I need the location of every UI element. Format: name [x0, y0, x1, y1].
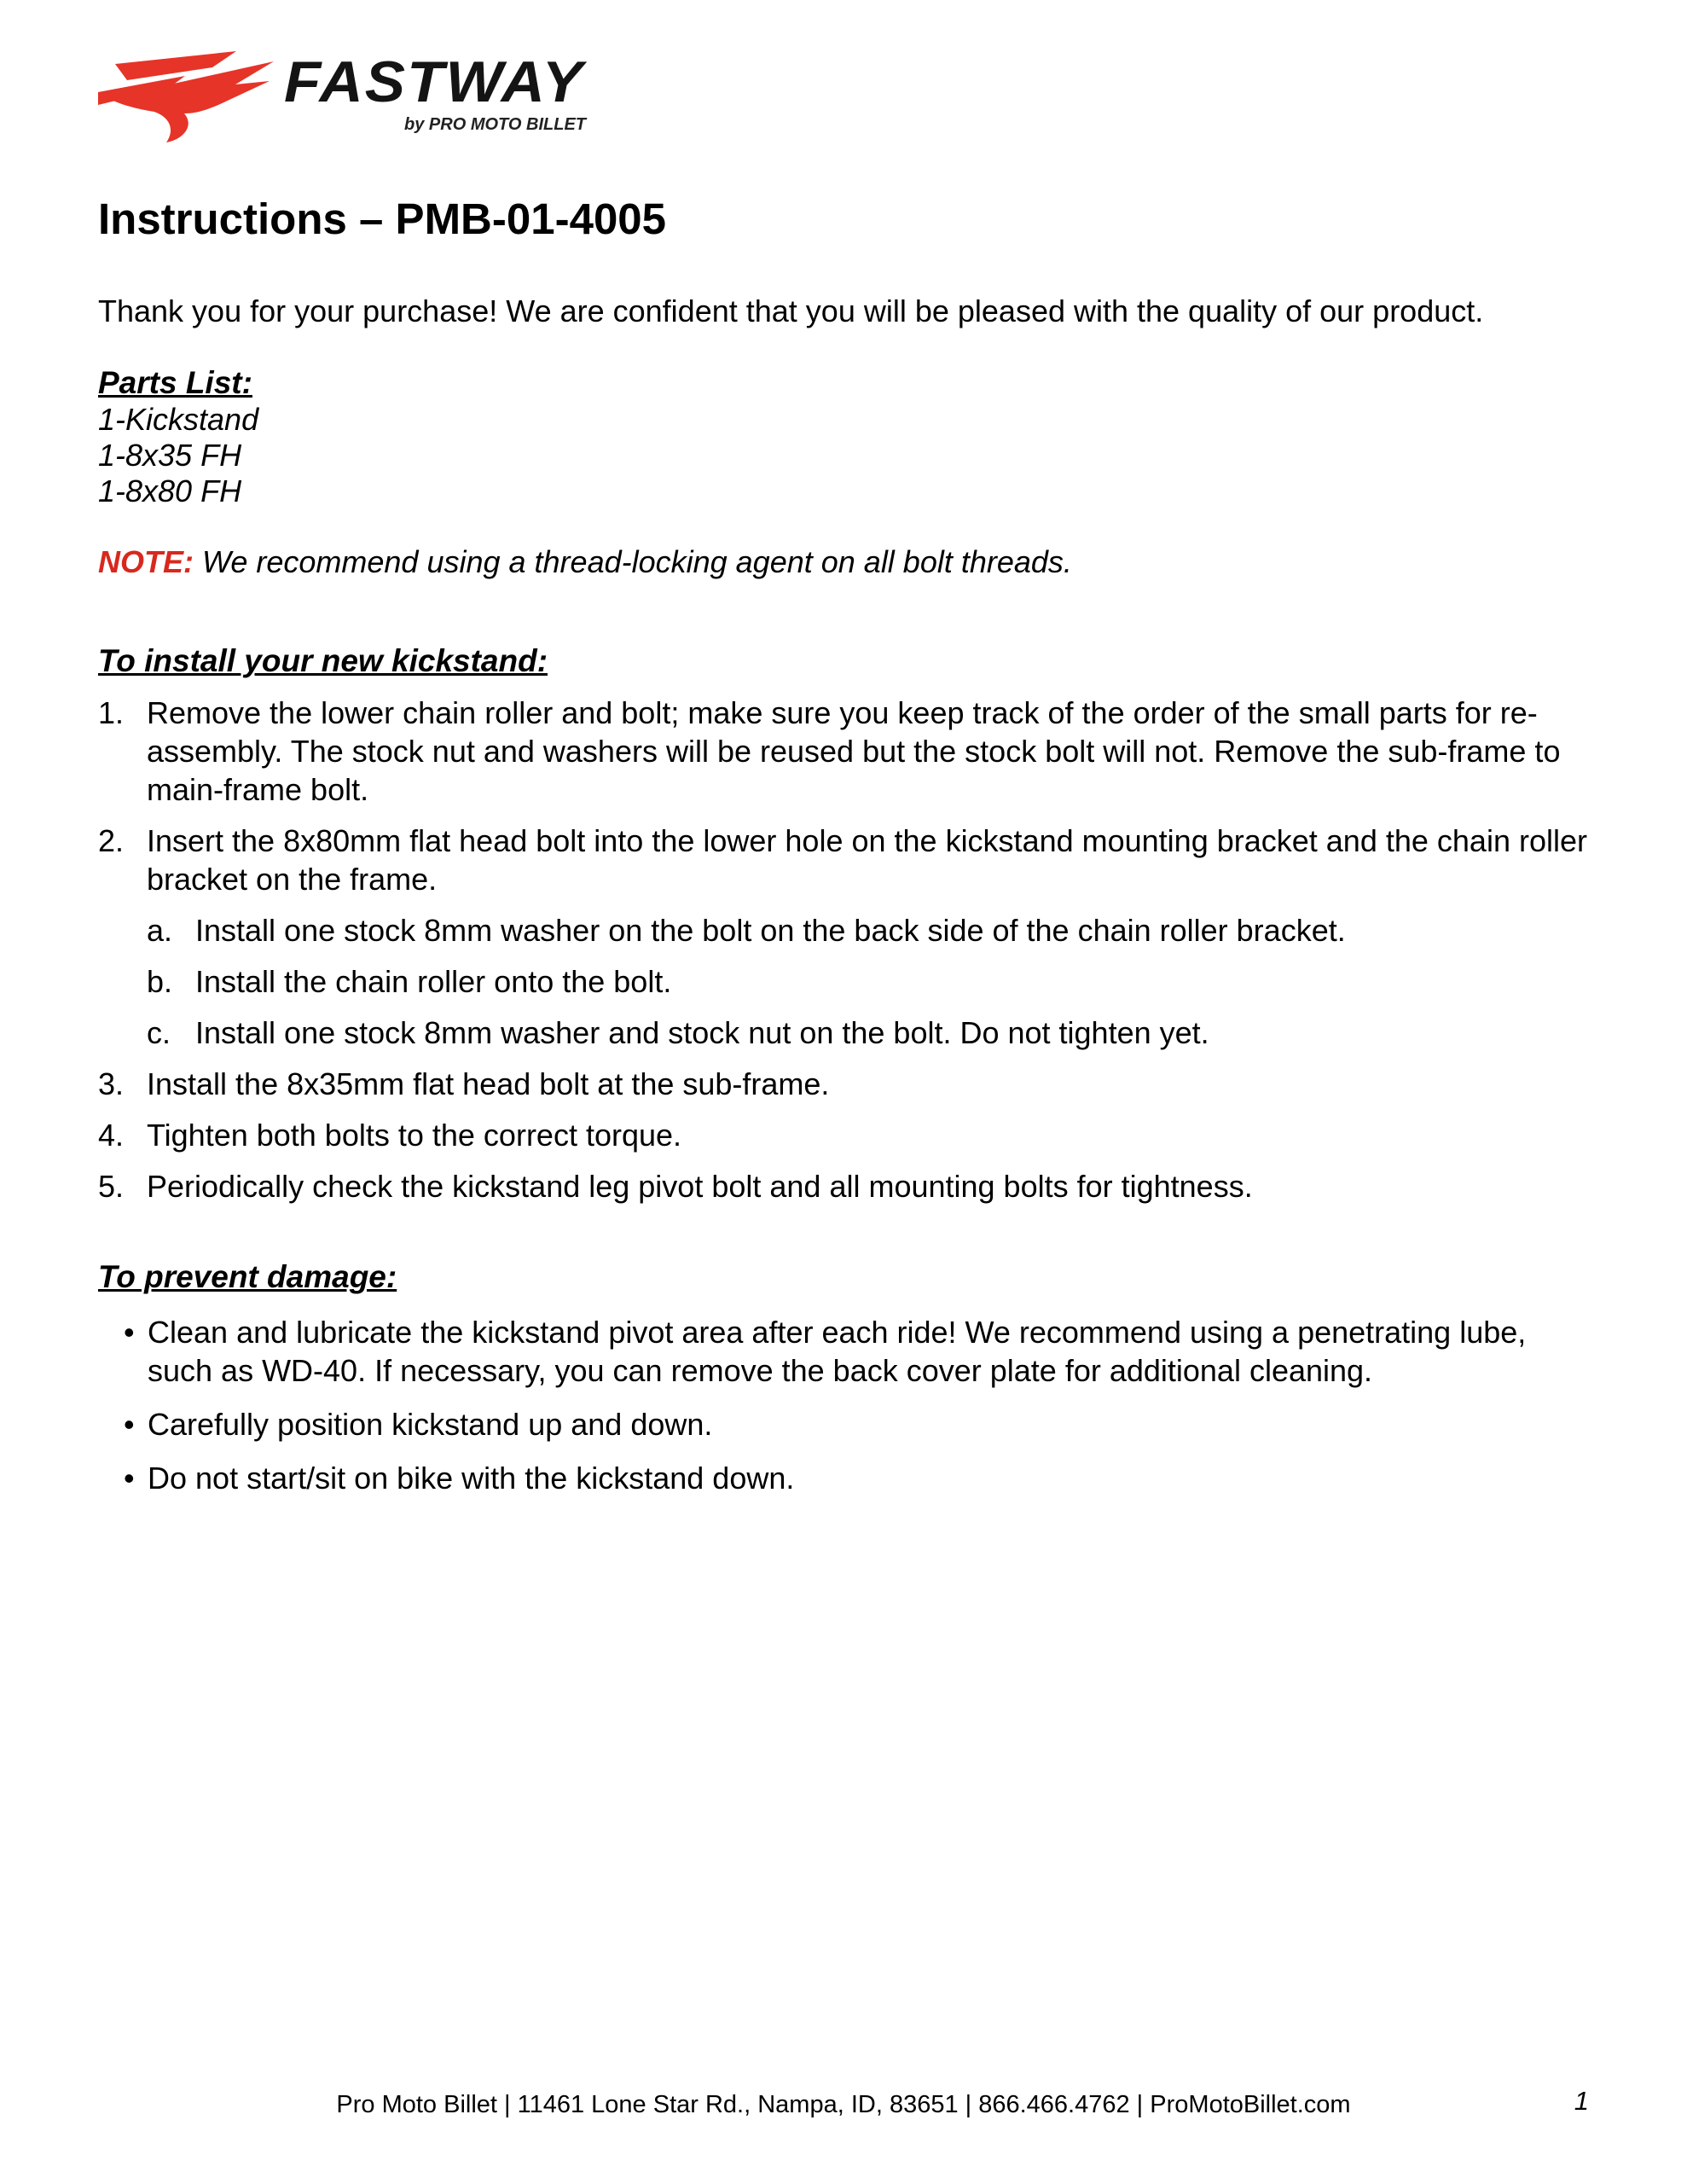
fastway-logo [98, 47, 591, 142]
install-step-5 [98, 1167, 1589, 1205]
note-label: NOTE: [98, 544, 194, 579]
page-number: 1 [1574, 2086, 1589, 2116]
bullet-text: Clean and lubricate the kickstand pivot area after each ride! We recommend using a penetrating lube, such as WD-40. If necessary, you can remove the back cover plate for additional cleaning. [148, 1315, 1527, 1388]
install-substep-b [147, 962, 1589, 1001]
note-paragraph [98, 543, 1589, 581]
page-title: Instructions – PMB-01-4005 [98, 195, 667, 243]
logo-brand-text: FASTWAY [284, 49, 588, 114]
substep-text: Install one stock 8mm washer on the bolt on the back side of the chain roller bracket. [195, 913, 1346, 948]
install-step-3 [98, 1065, 1589, 1103]
install-step-4 [98, 1116, 1589, 1154]
step-text: Insert the 8x80mm flat head bolt into the lower hole on the kickstand mounting bracket and the chain roller bracket on the frame. [147, 823, 1587, 897]
step-marker: 2. [98, 823, 125, 858]
install-step-1 [98, 694, 1589, 809]
install-steps [98, 694, 1589, 1205]
step-text: Periodically check the kickstand leg pivot bolt and all mounting bolts for tightness. [147, 1169, 1253, 1204]
bullet-text: Carefully position kickstand up and down. [148, 1407, 713, 1442]
prevent-bullet-1 [98, 1313, 1589, 1390]
note-text: We recommend using a thread-locking agent on all bolt threads. [202, 544, 1072, 579]
parts-list-item: 1-8x35 FH [98, 438, 242, 473]
install-substep-a [147, 911, 1589, 950]
substep-marker: a. [147, 913, 173, 948]
bullet-icon: • [124, 1315, 135, 1350]
substep-text: Install the chain roller onto the bolt. [195, 964, 672, 999]
install-substep-c [147, 1014, 1589, 1052]
step-marker: 1. [98, 695, 125, 730]
prevent-bullet-3 [98, 1459, 1589, 1497]
footer-contact-text: Pro Moto Billet | 11461 Lone Star Rd., Nampa, ID, 83651 | 866.466.4762 | ProMotoBillet.com [336, 2091, 1351, 2118]
parts-list-item: 1-Kickstand [98, 402, 259, 437]
install-section-heading: To install your new kickstand: [98, 643, 548, 678]
step-text: Tighten both bolts to the correct torque. [147, 1118, 682, 1153]
install-step-2 [98, 822, 1589, 898]
step-marker: 4. [98, 1118, 125, 1153]
substep-marker: c. [147, 1015, 171, 1050]
parts-list-heading: Parts List: [98, 365, 252, 400]
step-text: Install the 8x35mm flat head bolt at the sub-frame. [147, 1066, 830, 1101]
parts-list-item: 1-8x80 FH [98, 473, 242, 508]
prevent-section-heading: To prevent damage: [98, 1259, 397, 1294]
substep-marker: b. [147, 964, 173, 999]
parts-list [98, 402, 1589, 509]
fastway-arrow-icon [98, 51, 274, 142]
logo-byline-text: by PRO MOTO BILLET [404, 115, 586, 134]
bullet-icon: • [124, 1407, 135, 1442]
prevent-bullets [98, 1313, 1589, 1497]
bullet-text: Do not start/sit on bike with the kickstand down. [148, 1461, 795, 1496]
bullet-icon: • [124, 1461, 135, 1496]
step-marker: 5. [98, 1169, 125, 1204]
step-text: Remove the lower chain roller and bolt; make sure you keep track of the order of the small parts for re-assembly. The stock nut and washers will be reused but the stock bolt will not. Remove the sub-frame to main-frame bolt. [147, 695, 1561, 807]
intro-paragraph: Thank you for your purchase! We are confident that you will be pleased with the quality of our product. [98, 293, 1484, 328]
page-footer [98, 2086, 1589, 2120]
step-marker: 3. [98, 1066, 125, 1101]
substep-text: Install one stock 8mm washer and stock nut on the bolt. Do not tighten yet. [195, 1015, 1209, 1050]
prevent-bullet-2 [98, 1405, 1589, 1443]
